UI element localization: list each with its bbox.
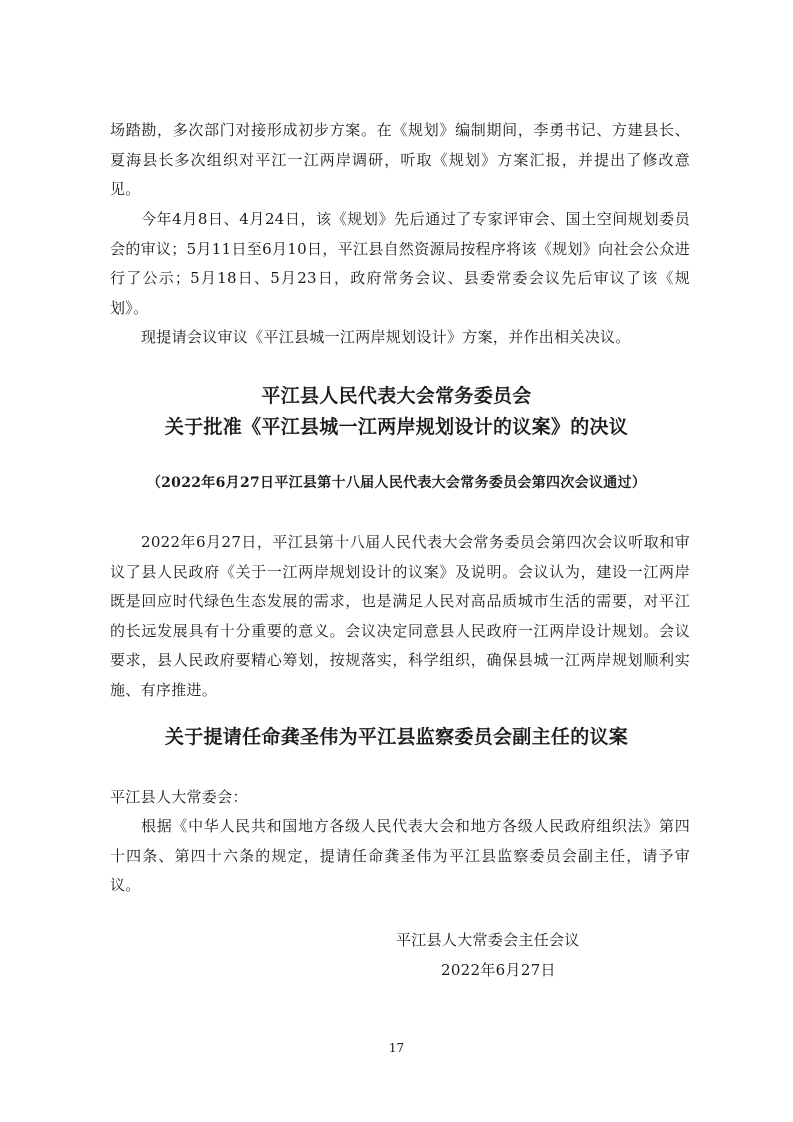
continuation-paragraph-2: 今年4月8日、4月24日，该《规划》先后通过了专家评审会、国土空间规划委员会的审议；5月11日至6月10日，平江县自然资源局按程序将该《规划》向社会公众进行了公示；5月18日、5月23日，政府常务会议、县委常委会议先后审议了该《规划》。 [110,210,690,317]
signature: 平江县人大常委会主任会议 [396,931,580,949]
page-number: 17 [388,1041,405,1055]
proposal-title: 关于提请任命龚圣伟为平江县监察委员会副主任的议案 [164,726,629,748]
resolution-body: 2022年6月27日，平江县第十八届人民代表大会常务委员会第四次会议听取和审议了县人民政府《关于一江两岸规划设计的议案》及说明。会议认为，建设一江两岸既是回应时代绿色生态发展的需求，也是满足人民对高品质城市生活的需要，对平江的长远发展具有十分重要的意义。会议决定同意县人民政府一江两岸设计规划。会议要求，县人民政府要精心筹划，按规落实，科学组织，确保县城一江两岸规划顺利实施、有序推进。 [110,533,690,699]
proposal-salutation: 平江县人大常委会： [110,788,248,806]
resolution-title-line-1: 平江县人民代表大会常务委员会 [261,385,532,407]
signature-date: 2022年6月27日 [441,961,556,979]
resolution-adoption-note: （2022年6月27日平江县第十八届人民代表大会常务委员会第四次会议通过） [146,475,647,491]
continuation-paragraph-1: 场踏勘，多次部门对接形成初步方案。在《规划》编制期间，李勇书记、方建县长、夏海县长多次组织对平江一江两岸调研，听取《规划》方案汇报，并提出了修改意见。 [110,121,690,198]
continuation-paragraph-3: 现提请会议审议《平江县城一江两岸规划设计》方案，并作出相关决议。 [141,328,631,346]
proposal-body: 根据《中华人民共和国地方各级人民代表大会和地方各级人民政府组织法》第四十四条、第四十六条的规定，提请任命龚圣伟为平江县监察委员会副主任，请予审议。 [110,817,690,894]
resolution-title-line-2: 关于批准《平江县城一江两岸规划设计的议案》的决议 [164,416,629,438]
